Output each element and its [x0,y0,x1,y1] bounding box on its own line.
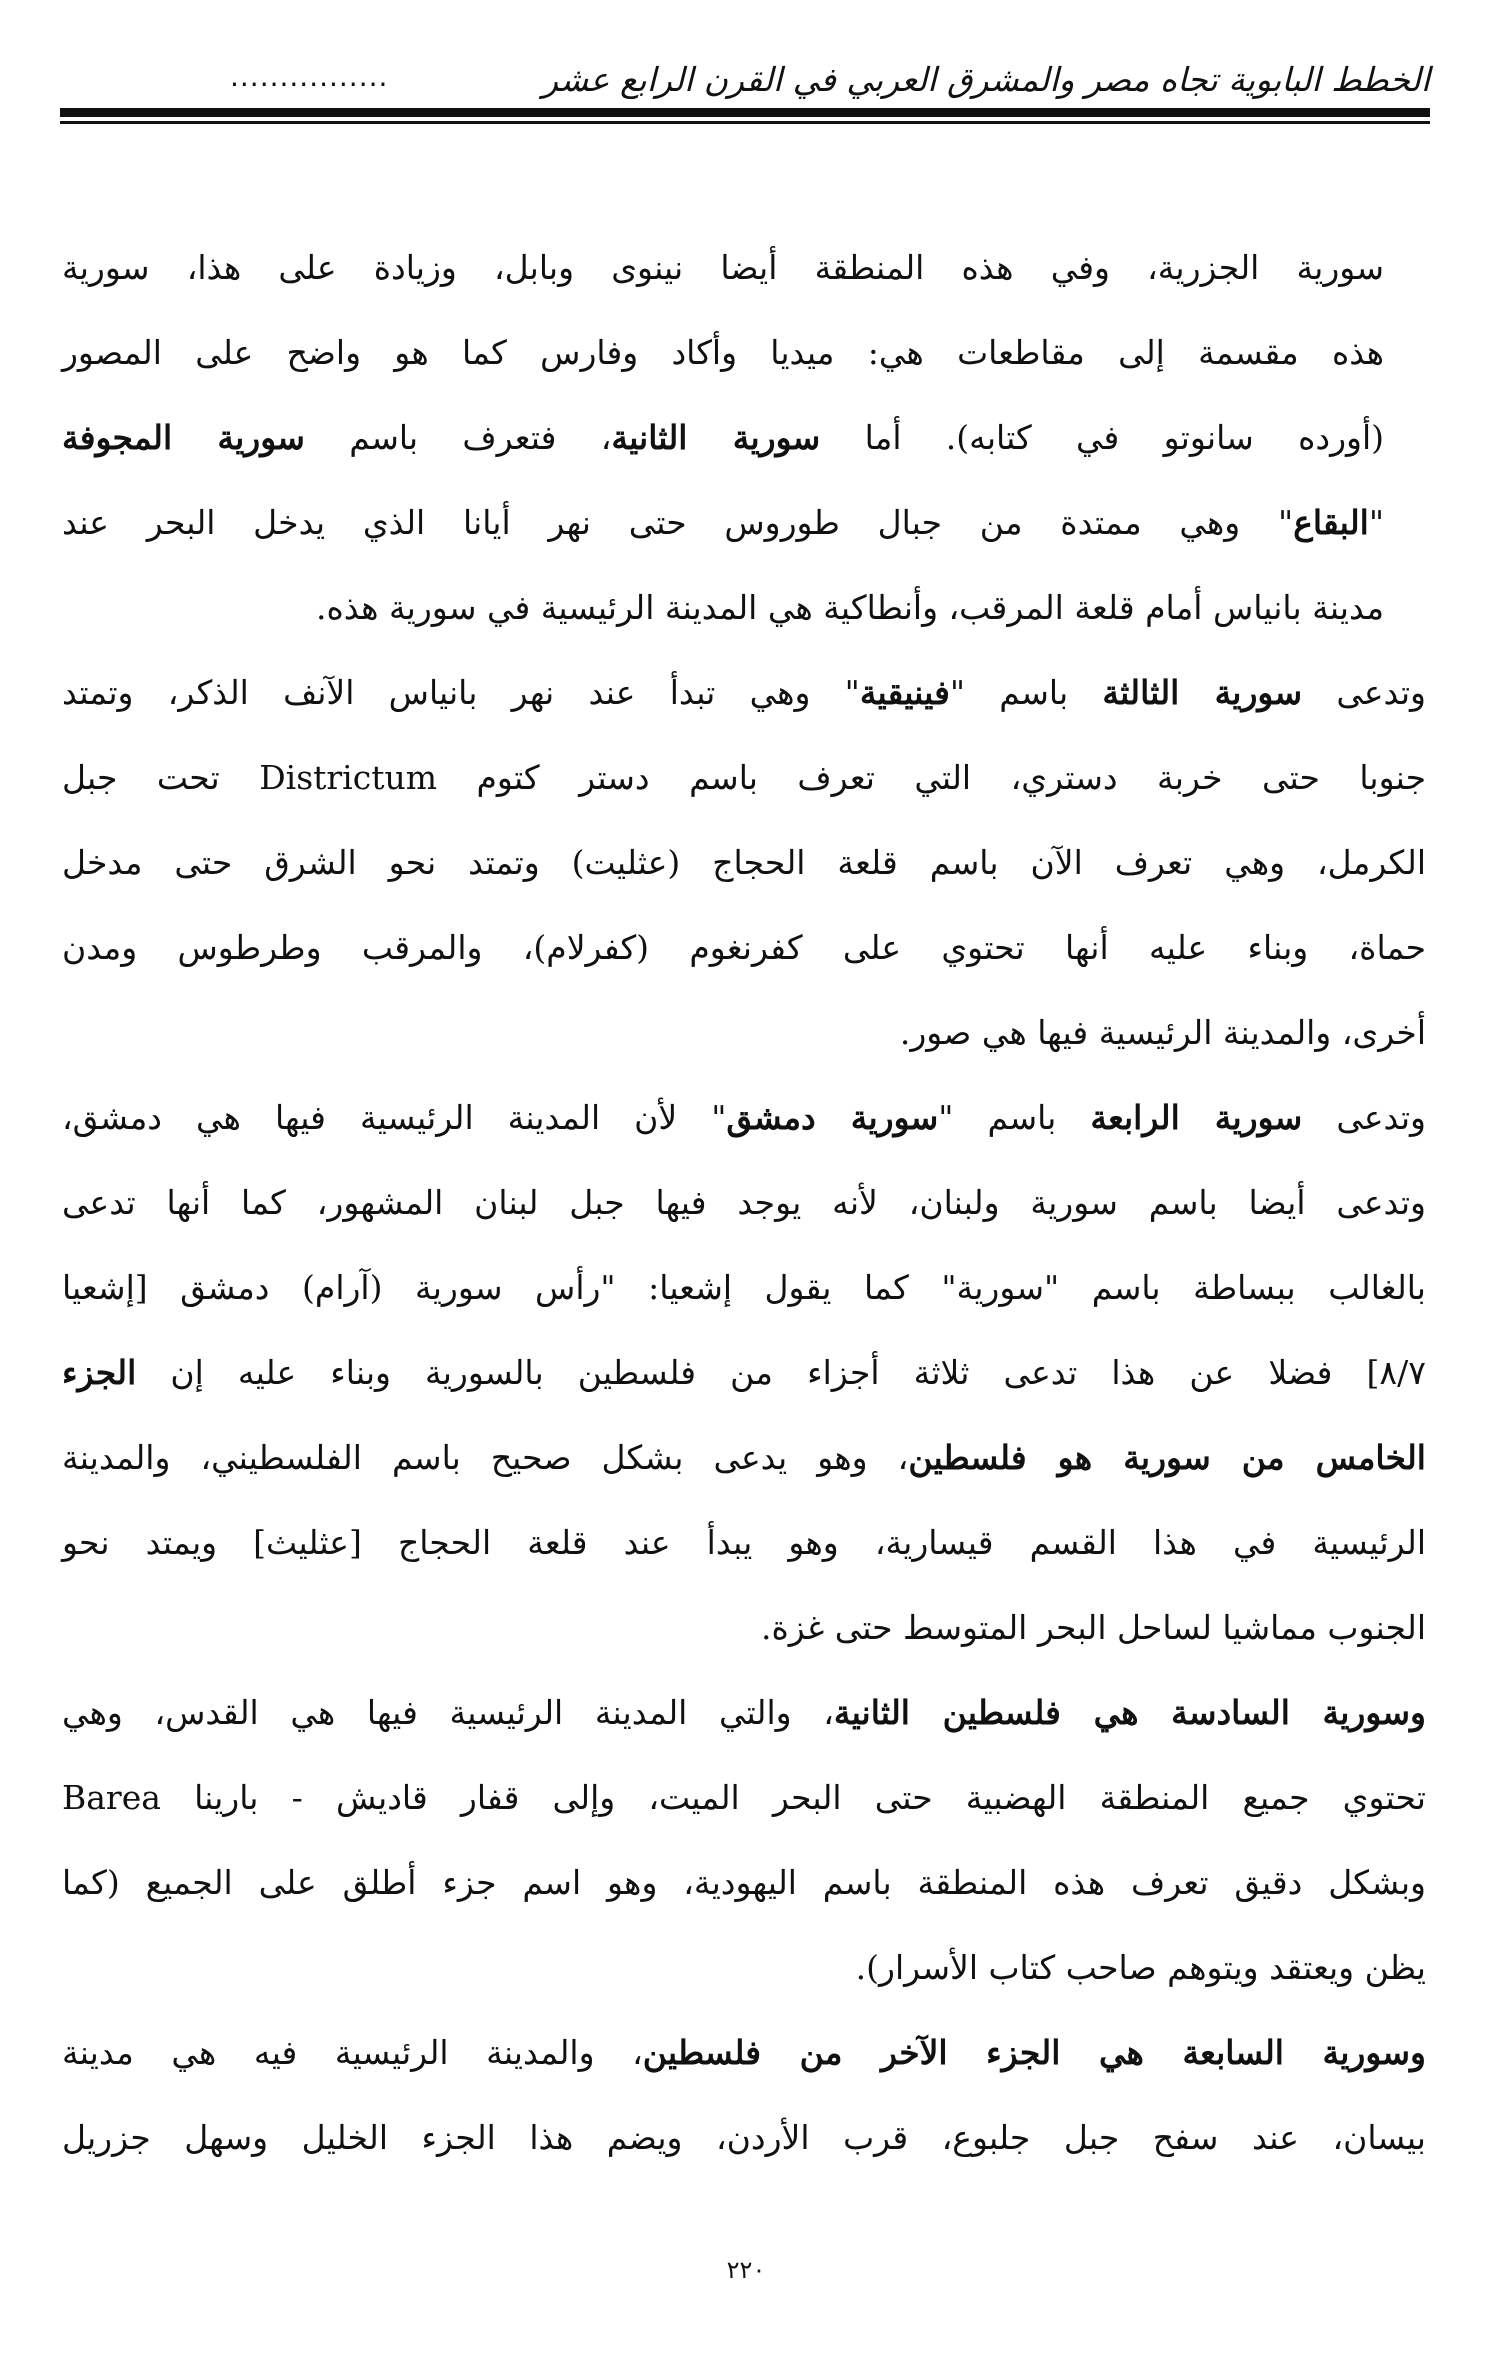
text-line [62,1925,1426,2010]
text-run: " لأن المدينة الرئيسية فيها هي دمشق، [62,1098,727,1137]
text-line [62,310,1426,395]
text-run: وبشكل دقيق تعرف هذه المنطقة باسم اليهودية، وهو اسم جزء أطلق على الجميع (كما [62,1863,1426,1902]
text-run: وتدعى [1302,673,1426,712]
text-run: الرئيسية في هذا القسم قيسارية، وهو يبدأ عند قلعة الحجاج [عثليث] ويمتد نحو [62,1523,1426,1562]
page-number: ٢٢٠ [726,2256,766,2284]
header-title: الخطط البابوية تجاه مصر والمشرق العربي في القرن الرابع عشر [542,60,1430,99]
bold-term: سورية المجوفة [62,418,305,457]
text-run: حماة، وبناء عليه أنها تحتوي على كفرنغوم (كفرلام)، والمرقب وطرطوس ومدن [62,928,1426,967]
body-text [62,225,1426,2180]
text-line [62,820,1426,905]
text-run: الجنوب مماشيا لساحل البحر المتوسط حتى غزة. [760,1608,1426,1647]
text-run: " وهي تبدأ عند نهر بانياس الآنف الذكر، وتمتد [62,673,860,712]
text-run: هذه مقسمة إلى مقاطعات هي: ميديا وأكاد وفارس كما هو واضح على المصور [62,333,1384,372]
text-line [62,905,1426,990]
bold-term: الخامس من سورية هو فلسطين [908,1438,1426,1477]
text-run: أخرى، والمدينة الرئيسية فيها هي صور. [899,1013,1426,1052]
bold-term: وسورية السابعة هي الجزء الآخر من فلسطين [642,2033,1426,2072]
text-run: باسم " [949,673,1103,712]
bold-term: سورية الرابعة [1090,1098,1303,1137]
bold-term: البقاع [1293,503,1369,542]
text-line [62,2095,1426,2180]
text-line [62,1245,1426,1330]
text-run: " [1368,503,1384,542]
text-line [62,735,1426,820]
text-line [62,1500,1426,1585]
text-line [62,1415,1426,1500]
text-line [62,650,1426,735]
text-line [62,1670,1426,1755]
header-rule-thick [60,108,1430,117]
bold-term: فينيقية [859,673,950,712]
text-run: سورية الجزرية، وفي هذه المنطقة أيضا نينوى وبابل، وزيادة على هذا، سورية [62,248,1384,287]
text-run: يظن ويعتقد ويتوهم صاحب كتاب الأسرار). [855,1948,1426,1987]
header-dot-leader: ................ [230,60,389,93]
text-line [62,990,1426,1075]
text-run: بيسان، عند سفح جبل جلبوع، قرب الأردن، ويضم هذا الجزء الخليل وسهل جزريل [62,2118,1426,2157]
bold-term: سورية الثالثة [1102,673,1303,712]
text-run: ، وهو يدعى بشكل صحيح باسم الفلسطيني، والمدينة [62,1438,909,1477]
text-run: ، والمدينة الرئيسية فيه هي مدينة [62,2033,643,2072]
text-line [62,565,1426,650]
text-run: ، فتعرف باسم [304,418,612,457]
text-line [62,1160,1426,1245]
bold-term: وسورية السادسة هي فلسطين الثانية [833,1693,1426,1732]
text-run: جنوبا حتى خربة دستري، التي تعرف باسم دستر كتوم Districtum تحت جبل [62,758,1426,797]
bold-term: الجزء [62,1353,137,1392]
text-run: تحتوي جميع المنطقة الهضبية حتى البحر الميت، وإلى قفار قاديش - بارينا Barea [62,1778,1426,1817]
text-run: باسم " [938,1098,1091,1137]
text-line [62,480,1426,565]
text-run: الكرمل، وهي تعرف الآن باسم قلعة الحجاج (عثليت) وتمتد نحو الشرق حتى مدخل [62,843,1426,882]
text-run: (أورده سانوتو في كتابه). أما [820,418,1384,457]
text-run: ٨/٧] فضلا عن هذا تدعى ثلاثة أجزاء من فلسطين بالسورية وبناء عليه إن [136,1353,1426,1392]
text-run: مدينة بانياس أمام قلعة المرقب، وأنطاكية هي المدينة الرئيسية في سورية هذه. [315,588,1384,627]
text-run: بالغالب ببساطة باسم "سورية" كما يقول إشعيا: "رأس سورية (آرام) دمشق [إشعيا [62,1268,1426,1307]
text-line [62,1330,1426,1415]
text-run: وتدعى أيضا باسم سورية ولبنان، لأنه يوجد فيها جبل لبنان المشهور، كما أنها تدعى [62,1183,1426,1222]
text-line [62,1585,1426,1670]
text-line [62,2010,1426,2095]
running-header [60,52,1430,108]
text-line [62,1840,1426,1925]
text-run: ، والتي المدينة الرئيسية فيها هي القدس، وهي [62,1693,834,1732]
text-line [62,395,1426,480]
text-line [62,225,1426,310]
text-run: " وهي ممتدة من جبال طوروس حتى نهر أيانا الذي يدخل البحر عند [62,503,1294,542]
text-line [62,1075,1426,1160]
text-run: وتدعى [1302,1098,1426,1137]
bold-term: سورية الثانية [611,418,821,457]
text-line [62,1755,1426,1840]
bold-term: سورية دمشق [726,1098,939,1137]
header-rule-thin [60,121,1430,124]
